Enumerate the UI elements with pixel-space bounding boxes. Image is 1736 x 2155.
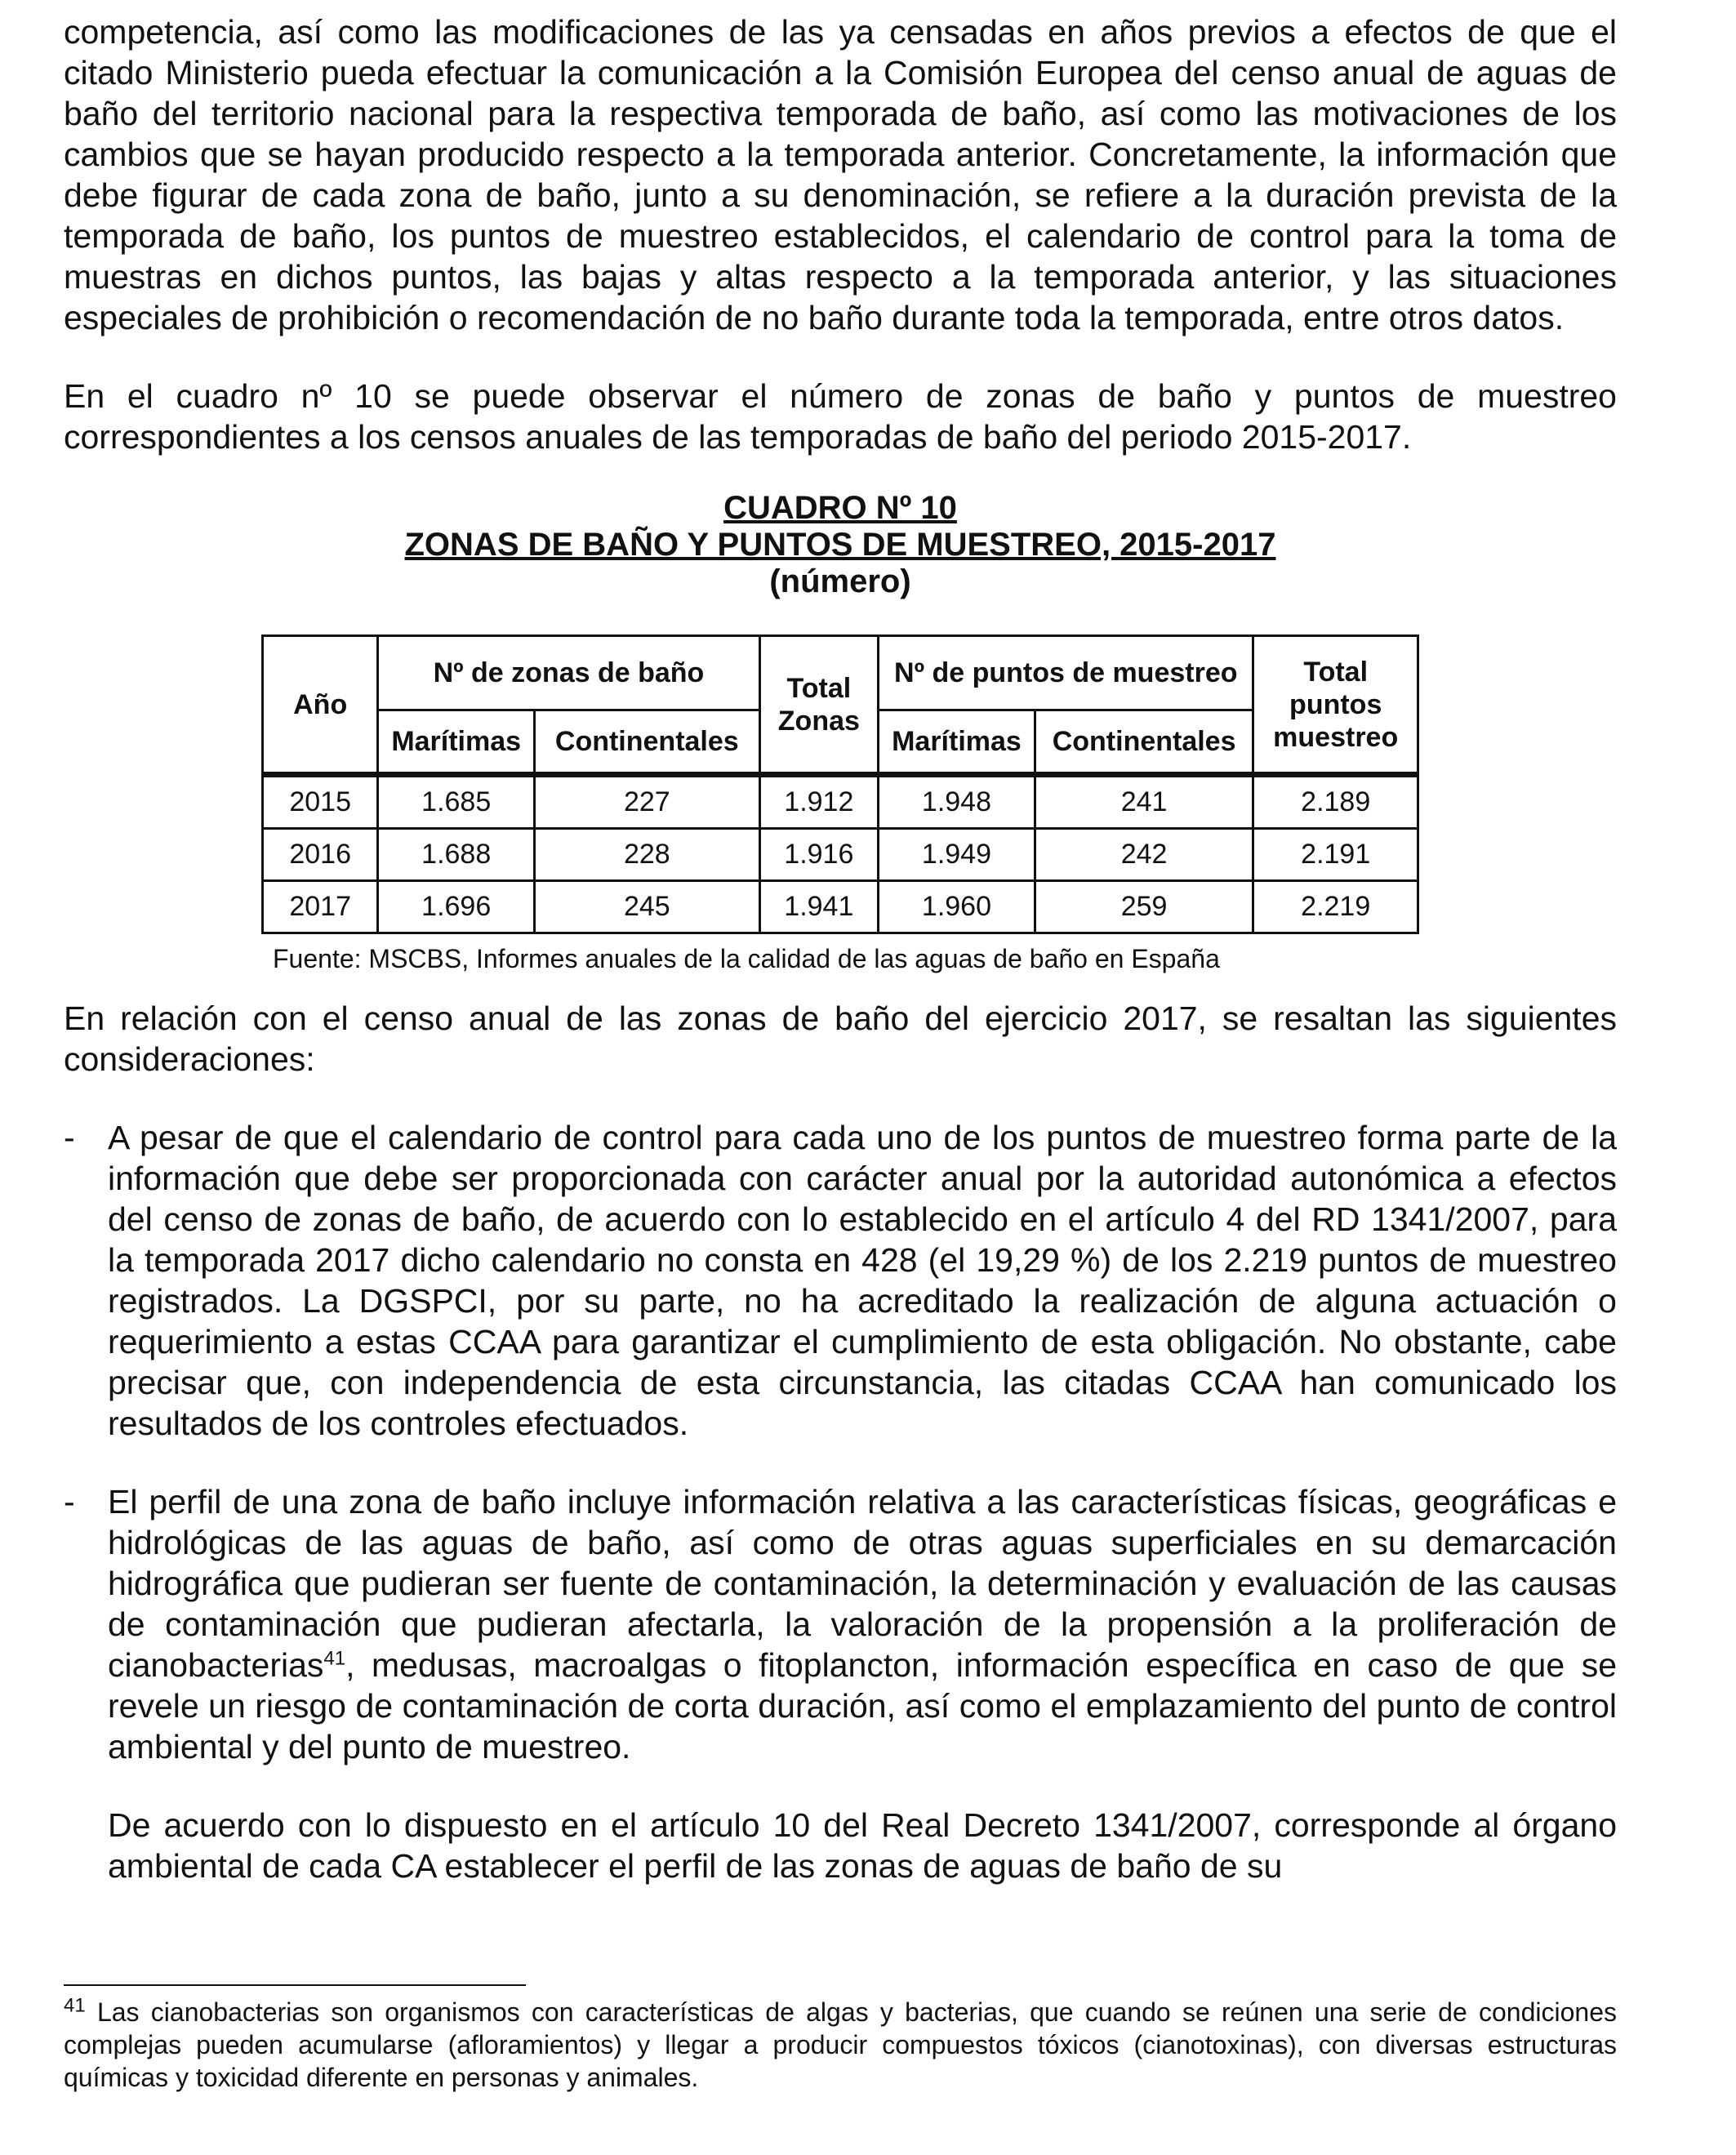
table-title-unit: (número) <box>769 563 911 599</box>
footnote-text: Las cianobacterias son organismos con características de algas y bacterias, que cuando se reúnen una serie de condiciones complejas pueden acumularse (afloramientos) y llegar a producir compuestos tóxicos (cianotoxinas), con diversas estructuras químicas y toxicidad diferente en personas y animales. <box>64 1997 1617 2092</box>
cell-total-zonas: 1.912 <box>759 775 879 829</box>
list-item-2 <box>64 1481 1617 1767</box>
header-puntos-continentales: Continentales <box>1035 710 1253 775</box>
header-puntos-maritimas: Marítimas <box>879 710 1035 775</box>
header-total-puntos: Total puntos muestreo <box>1253 636 1418 775</box>
cell-zonas-maritimas: 1.685 <box>378 775 535 829</box>
cell-total-puntos: 2.191 <box>1253 829 1418 881</box>
header-zonas-group: Nº de zonas de baño <box>378 636 759 710</box>
footnote-number: 41 <box>64 1994 86 2017</box>
footnote-ref[interactable]: 41 <box>323 1647 346 1670</box>
cell-puntos-continentales: 259 <box>1035 881 1253 933</box>
cell-puntos-maritimas: 1.948 <box>879 775 1035 829</box>
table-title-number: CUADRO Nº 10 <box>723 490 957 526</box>
cell-total-puntos: 2.219 <box>1253 881 1418 933</box>
list-item-2-text-end: , medusas, macroalgas o fitoplancton, información específica en caso de que se revele un riesgo de contaminación de corta duración, así como el emplazamiento del punto de control ambiental y del punto de muestreo. <box>108 1646 1617 1765</box>
cell-total-zonas: 1.916 <box>759 829 879 881</box>
list-item-1 <box>64 1117 1617 1444</box>
list-item-2-text-start: El perfil de una zona de baño incluye información relativa a las características físicas, geográficas e hidrológicas de las aguas de baño, así como de otras aguas superficiales en su demarcación hidrográfica que pudieran ser fuente de contaminación, la determinación y evaluación de las causas de contaminación que pudieran afectarla, la valoración de la propensión a la proliferación de cianobacterias <box>108 1483 1617 1684</box>
table-row <box>263 829 1418 881</box>
cell-total-zonas: 1.941 <box>759 881 879 933</box>
footnote-divider <box>64 1984 526 1986</box>
table-title-name: ZONAS DE BAÑO Y PUNTOS DE MUESTREO, 2015-2017 <box>404 527 1276 563</box>
header-zonas-maritimas: Marítimas <box>378 710 535 775</box>
header-total-zonas: Total Zonas <box>759 636 879 775</box>
table-row <box>263 881 1418 933</box>
table-title <box>64 490 1617 600</box>
table-source: Fuente: MSCBS, Informes anuales de la calidad de las aguas de baño en España <box>273 944 1220 973</box>
cell-puntos-continentales: 241 <box>1035 775 1253 829</box>
cell-year: 2015 <box>263 775 378 829</box>
paragraph-3: En relación con el censo anual de las zonas de baño del ejercicio 2017, se resaltan las siguientes consideraciones: <box>64 1000 1617 1078</box>
cell-puntos-continentales: 242 <box>1035 829 1253 881</box>
cell-year: 2016 <box>263 829 378 881</box>
cell-zonas-continentales: 227 <box>535 775 760 829</box>
header-puntos-group: Nº de puntos de muestreo <box>879 636 1253 710</box>
table-row <box>263 775 1418 829</box>
cell-zonas-maritimas: 1.696 <box>378 881 535 933</box>
cell-total-puntos: 2.189 <box>1253 775 1418 829</box>
cell-zonas-maritimas: 1.688 <box>378 829 535 881</box>
footnote <box>64 1996 1617 2094</box>
cell-puntos-maritimas: 1.949 <box>879 829 1035 881</box>
cell-puntos-maritimas: 1.960 <box>879 881 1035 933</box>
list-item-1-text: A pesar de que el calendario de control para cada uno de los puntos de muestreo forma parte de la información que debe ser proporcionada con carácter anual por la autoridad autonómica a efectos del censo de zonas de baño, de acuerdo con lo establecido en el artículo 4 del RD 1341/2007, para la temporada 2017 dicho calendario no consta en 428 (el 19,29 %) de los 2.219 puntos de muestreo registrados. La DGSPCI, por su parte, no ha acreditado la realización de alguna actuación o requerimiento a estas CCAA para garantizar el cumplimiento de esta obligación. No obstante, cabe precisar que, con independencia de esta circunstancia, las citadas CCAA han comunicado los resultados de los controles efectuados. <box>108 1119 1617 1442</box>
paragraph-1: competencia, así como las modificaciones de las ya censadas en años previos a efectos de que el citado Ministerio pueda efectuar la comunicación a la Comisión Europea del censo anual de aguas de baño del territorio nacional para la respectiva temporada de baño, así como las motivaciones de los cambios que se hayan producido respecto a la temporada anterior. Concretamente, la información que debe figurar de cada zona de baño, junto a su denominación, se refiere a la duración prevista de la temporada de baño, los puntos de muestreo establecidos, el calendario de control para la toma de muestras en dichos puntos, las bajas y altas respecto a la temporada anterior, y las situaciones especiales de prohibición o recomendación de no baño durante toda la temporada, entre otros datos. <box>64 13 1617 336</box>
cell-year: 2017 <box>263 881 378 933</box>
document-page <box>64 11 1617 1886</box>
paragraph-2: En el cuadro nº 10 se puede observar el número de zonas de baño y puntos de muestreo correspondientes a los censos anuales de las temporadas de baño del periodo 2015-2017. <box>64 377 1617 456</box>
paragraph-4: De acuerdo con lo dispuesto en el artículo 10 del Real Decreto 1341/2007, corresponde al órgano ambiental de cada CA establecer el perfil de las zonas de aguas de baño de su <box>108 1806 1617 1885</box>
header-zonas-continentales: Continentales <box>535 710 760 775</box>
cell-zonas-continentales: 228 <box>535 829 760 881</box>
list-dash: - <box>64 1119 75 1156</box>
list-dash: - <box>64 1483 75 1521</box>
data-table <box>261 634 1419 934</box>
cell-zonas-continentales: 245 <box>535 881 760 933</box>
header-year: Año <box>263 636 378 775</box>
